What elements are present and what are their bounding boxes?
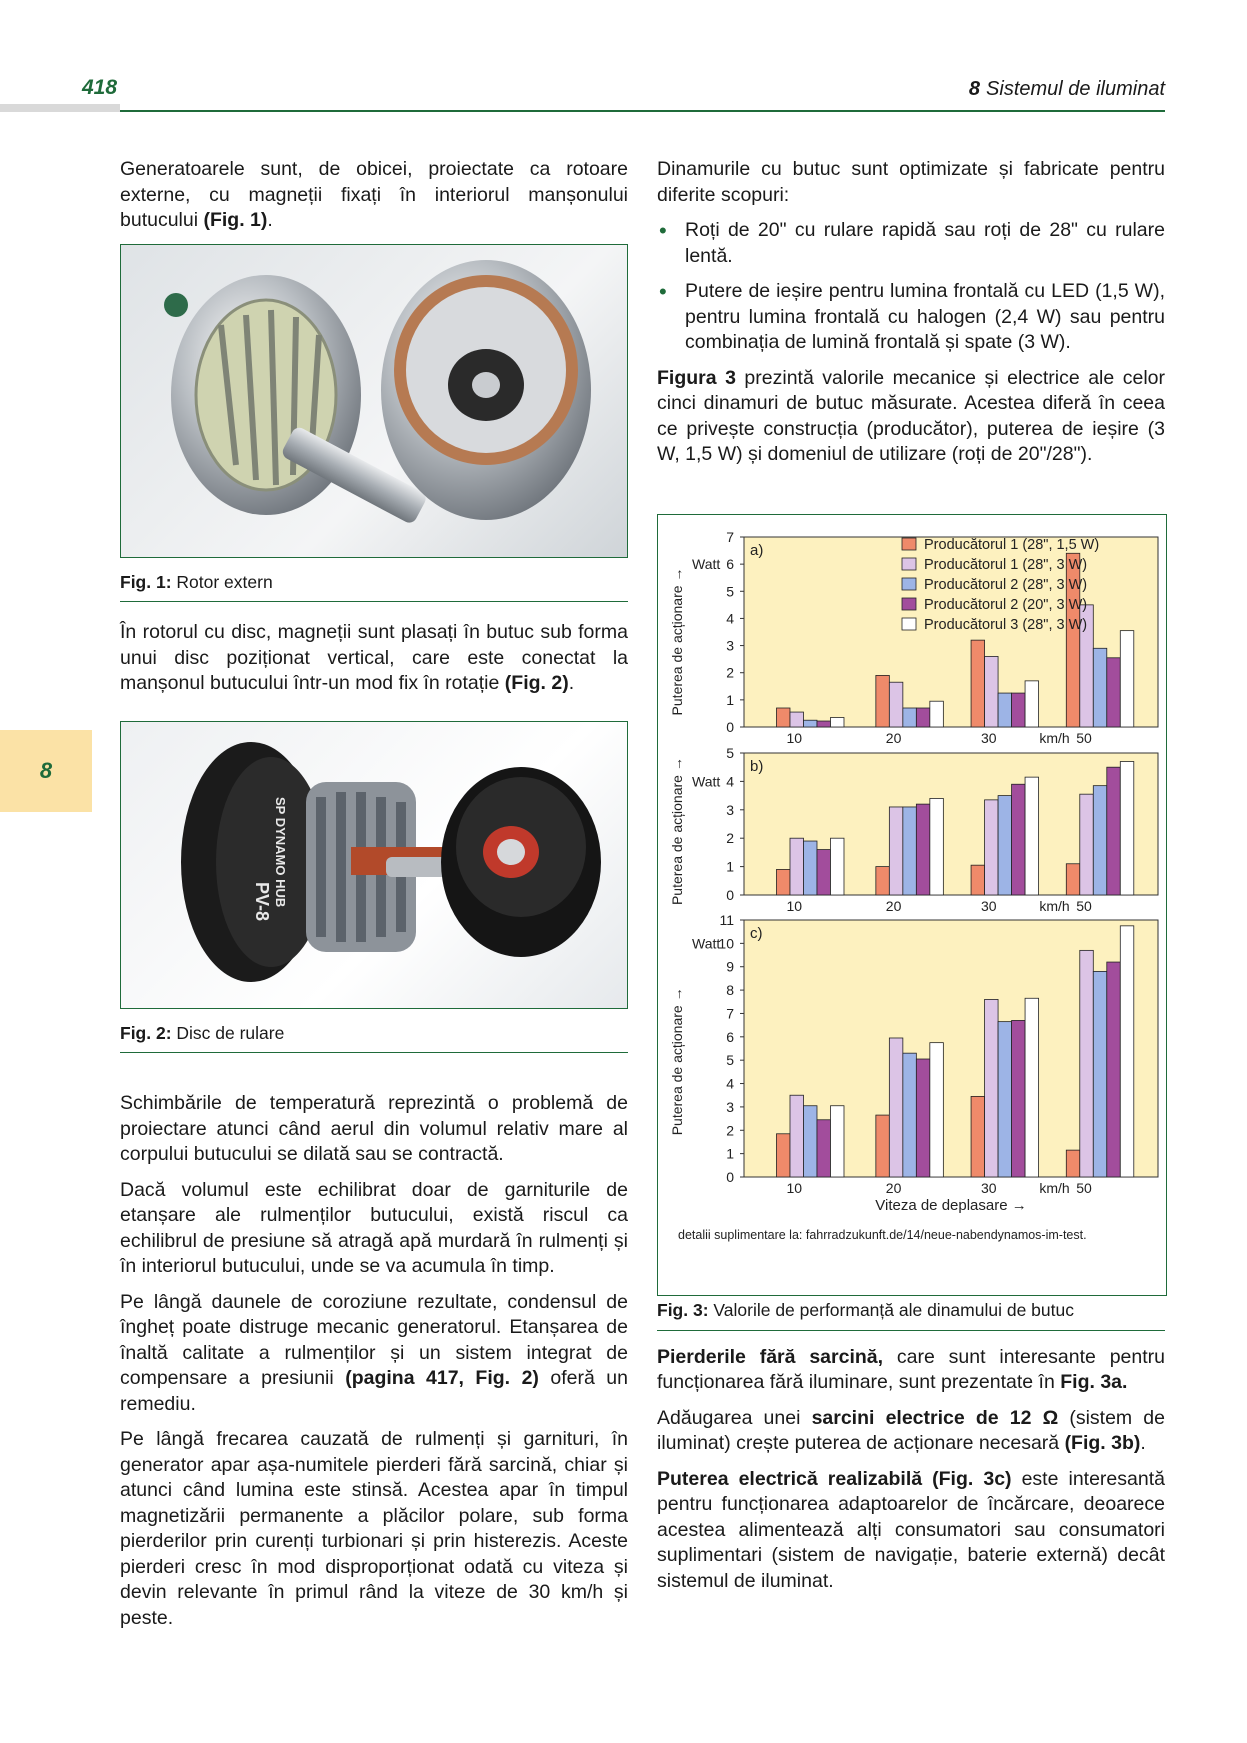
x-tick-label: 10 — [786, 730, 803, 746]
y-axis-label: Puterea de acționare → — [669, 567, 685, 716]
figure-ref: Figura 3 — [657, 366, 736, 389]
y-tick-label: 5 — [726, 1052, 734, 1069]
bar — [971, 640, 985, 727]
figure-ref: (Fig. 2) — [504, 672, 569, 694]
x-tick-label: 50 — [1076, 730, 1092, 746]
bar — [1107, 767, 1121, 895]
bar — [903, 1053, 917, 1177]
figure-ref: (Fig. 1) — [203, 209, 268, 231]
page-ref: (pagina 417, Fig. 2) — [345, 1367, 539, 1389]
panel-label: c) — [750, 925, 763, 942]
y-tick-label: 5 — [726, 583, 734, 600]
bold-text: Puterea electrică realizabilă (Fig. 3c) — [657, 1467, 1012, 1490]
bar — [889, 807, 903, 895]
right-column-bottom — [657, 1298, 1165, 1604]
y-tick-label: 7 — [726, 1005, 734, 1022]
hub-model-text: PV-8 — [252, 881, 272, 921]
legend-swatch — [902, 618, 916, 630]
bar — [803, 1106, 817, 1177]
paragraph-pressure: Dacă volumul este echilibrat doar de garniturile de etanșare ale rulmenților butucului, există riscul ca echilibrul de presiune să atragă apă murdară în rulmenți și în interiorul butucului, unde se va acumula în timp. — [120, 1178, 628, 1277]
bar — [776, 1134, 790, 1177]
bar — [1066, 1150, 1080, 1177]
bar — [1120, 762, 1134, 895]
x-tick-label: 30 — [981, 730, 997, 746]
paragraph-disc-rotor — [120, 620, 628, 697]
y-tick-label: 4 — [726, 610, 734, 627]
page-number: 418 — [82, 76, 118, 99]
y-tick-label: 0 — [726, 1169, 734, 1185]
bar — [1012, 693, 1026, 727]
paragraph-electric-load — [657, 1406, 1165, 1457]
y-tick-label: 3 — [726, 1098, 734, 1115]
panel-label: a) — [750, 542, 764, 559]
paragraph-hub-dynamos: Dinamurile cu butuc sunt optimizate și fabricate pentru diferite scopuri: — [657, 158, 1165, 206]
legend-entry: Producătorul 3 (28", 3 W) — [924, 617, 1088, 633]
y-tick-label: 10 — [718, 935, 734, 952]
chapter-heading — [969, 78, 1165, 101]
bar — [790, 712, 804, 727]
bar — [998, 693, 1012, 727]
header-gray-bar — [0, 104, 120, 112]
legend-swatch — [902, 538, 916, 550]
bold-text: sarcini electrice de 12 Ω — [811, 1406, 1059, 1429]
bar — [776, 708, 790, 727]
x-unit-label: km/h — [1039, 730, 1070, 746]
text: În rotorul cu disc, magneții sunt plasați în butuc sub forma unui disc poziționat vertical, care este conectat la manșonul butucului într-un mod fix în rotație — [120, 621, 628, 694]
text: . — [267, 209, 273, 231]
chart-footnote: detalii suplimentare la: fahrradzukunft.de/14/neue-nabendynamos-im-test. — [678, 1228, 1087, 1242]
bar — [1107, 658, 1121, 727]
x-tick-label: 20 — [885, 1180, 902, 1196]
right-column-top — [657, 157, 1165, 478]
legend-entry: Producătorul 2 (20", 3 W) — [924, 597, 1088, 613]
bar — [903, 708, 917, 727]
figure-3-caption — [657, 1298, 1165, 1331]
x-tick-label: 10 — [786, 1180, 803, 1196]
y-unit-label: Watt — [692, 556, 721, 573]
text: (sistem de iluminat) crește puterea de acționare necesară — [657, 1406, 1165, 1454]
bar — [985, 999, 999, 1177]
text: care sunt interesante pentru funcționarea fără iluminare, sunt prezentate în — [657, 1345, 1165, 1393]
external-rotor-illustration — [121, 245, 628, 557]
bar — [1080, 794, 1094, 895]
bar — [916, 1059, 930, 1177]
bar — [1025, 681, 1039, 727]
bar — [830, 1106, 844, 1177]
hub-brand-text: SP DYNAMO HUB — [273, 796, 288, 907]
y-tick-label: 0 — [726, 887, 734, 903]
figure-3-chart — [657, 514, 1167, 1296]
bar — [985, 656, 999, 727]
paragraph-intro — [120, 157, 628, 234]
y-tick-label: 9 — [726, 958, 734, 975]
caption-text: Rotor extern — [171, 571, 273, 592]
y-unit-label: Watt — [692, 773, 721, 790]
left-column — [120, 157, 628, 1641]
bar — [1093, 971, 1107, 1177]
y-tick-label: 4 — [726, 1075, 734, 1092]
caption-label: Fig. 1: — [120, 571, 172, 592]
bar — [930, 701, 944, 727]
bar — [830, 718, 844, 728]
caption-label: Fig. 3: — [657, 1300, 709, 1320]
bar — [790, 1095, 804, 1177]
green-nut — [164, 293, 188, 317]
paragraph-losses: Pe lângă frecarea cauzată de rulmenți și garnituri, în generator apar așa-numitele pierderi fără sarcină, chiar și atunci când lumina este stinsă. Acestea apar în timpul magnetizării permanente a plăcilor polare, sub forma pierderilor prin curenți turbionari și prin histerezis. Aceste pierderi cresc în mod disproporționat odată cu viteza și devin relevante în primul rând la viteze de 30 km/h și peste. — [120, 1428, 628, 1629]
bar — [971, 1096, 985, 1177]
bar — [1025, 998, 1039, 1177]
paragraph-no-load — [657, 1345, 1165, 1396]
y-tick-label: 5 — [726, 745, 734, 761]
bar — [790, 838, 804, 895]
bar — [1093, 648, 1107, 727]
y-tick-label: 1 — [726, 1145, 734, 1162]
bar — [817, 721, 831, 727]
chapter-number: 8 — [968, 78, 981, 100]
x-tick-label: 20 — [885, 898, 902, 914]
bar — [1066, 864, 1080, 895]
disc-rotor-illustration — [121, 722, 628, 1008]
chapter-side-tab: 8 — [0, 730, 92, 812]
y-unit-label: Watt — [692, 935, 721, 952]
bar — [930, 798, 944, 895]
y-tick-label: 4 — [726, 773, 734, 790]
x-tick-label: 20 — [885, 730, 902, 746]
bar — [1120, 926, 1134, 1177]
bar — [916, 804, 930, 895]
bullet-item: • Roți de 20" cu rulare rapidă sau roți de 28" cu rulare lentă. — [657, 218, 1165, 269]
x-tick-label: 50 — [1076, 898, 1092, 914]
text: Adăugarea unei — [657, 1406, 812, 1429]
bar — [776, 869, 790, 895]
bar — [889, 1038, 903, 1177]
header-rule — [120, 110, 1165, 112]
legend-entry: Producătorul 1 (28", 1,5 W) — [924, 537, 1100, 553]
legend-swatch — [902, 578, 916, 590]
y-axis-label: Puterea de acționare → — [669, 987, 685, 1136]
y-tick-label: 1 — [726, 858, 734, 875]
bar — [817, 850, 831, 895]
y-tick-label: 11 — [719, 912, 734, 928]
bar — [830, 838, 844, 895]
x-unit-label: km/h — [1039, 1180, 1070, 1196]
bar — [1120, 631, 1134, 727]
bar — [1107, 962, 1121, 1177]
legend-entry: Producătorul 2 (28", 3 W) — [924, 577, 1088, 593]
figure-2-caption — [120, 1015, 628, 1054]
y-tick-label: 1 — [726, 691, 734, 708]
bar — [1012, 784, 1026, 895]
text: oferă un remediu. — [120, 1367, 628, 1415]
x-unit-label: km/h — [1039, 898, 1070, 914]
y-tick-label: 6 — [726, 556, 734, 573]
x-tick-label: 30 — [981, 898, 997, 914]
bar — [1093, 786, 1107, 895]
y-tick-label: 2 — [726, 830, 734, 847]
bar — [998, 1022, 1012, 1177]
bar — [817, 1120, 831, 1177]
bar — [1012, 1020, 1026, 1177]
caption-text: Valorile de performanță ale dinamului de butuc — [708, 1300, 1074, 1320]
legend-entry: Producătorul 1 (28", 3 W) — [924, 557, 1088, 573]
text: Generatoarele sunt, de obicei, proiectate ca rotoare externe, cu magneții fixați în interiorul manșonului butucului — [120, 158, 628, 231]
bar — [1025, 777, 1039, 895]
figure-1-photo — [120, 244, 628, 558]
bar — [998, 796, 1012, 895]
y-tick-label: 2 — [726, 664, 734, 681]
y-tick-label: 3 — [726, 637, 734, 654]
paragraph-corrosion — [120, 1290, 628, 1418]
chapter-title: Sistemul de iluminat — [986, 78, 1165, 100]
bar — [916, 708, 930, 727]
caption-text: Disc de rulare — [171, 1022, 285, 1043]
y-tick-label: 0 — [726, 719, 734, 735]
bar — [803, 720, 817, 727]
chart-svg — [658, 515, 1166, 1295]
bullet-item: • Putere de ieșire pentru lumina frontală cu LED (1,5 W), pentru lumina frontală cu halogen (2,4 W) sau pentru combinația de lumină frontală și spate (3 W). — [657, 279, 1165, 356]
figure-2-photo — [120, 721, 628, 1009]
bold-text: Pierderile fără sarcină, — [657, 1345, 884, 1368]
text: este interesantă pentru funcționarea adaptoarelor de încărcare, deoarece acestea alimentează alți consumatori sau consumatori suplimentari (sistem de navigație, baterie externă) decât sistemul de iluminat. — [657, 1467, 1165, 1592]
panel-label: b) — [750, 758, 764, 775]
figure-ref: Fig. 3a. — [1060, 1371, 1128, 1393]
x-tick-label: 10 — [786, 898, 803, 914]
y-tick-label: 2 — [726, 1122, 734, 1139]
paragraph-temperature: Schimbările de temperatură reprezintă o problemă de proiectare atunci când aerul din volumul relativ mare al corpului butucului se dilată sau se contractă. — [120, 1092, 628, 1165]
bar — [1080, 950, 1094, 1177]
bar — [876, 867, 890, 895]
legend-swatch — [902, 558, 916, 570]
text: prezintă valorile mecanice și electrice ale celor cinci dinamuri de butuc măsurate. Acestea diferă în ceea ce privește construcția (producător), puterea de ieșire (3 W, 1,5 W) și domeniul de utilizare (roți de 20"/28"). — [657, 366, 1165, 465]
legend-swatch — [902, 598, 916, 610]
y-tick-label: 3 — [726, 801, 734, 818]
bar — [803, 841, 817, 895]
text: . — [1140, 1432, 1146, 1454]
paragraph-electric-power — [657, 1467, 1165, 1595]
y-tick-label: 8 — [726, 982, 734, 999]
bar — [985, 800, 999, 895]
text: Pe lângă daunele de coroziune rezultate, condensul de îngheț poate distruge mecanic generatorul. Etanșarea de înaltă calitate a rulmenților și un sistem integrat de compensare a presiunii — [120, 1290, 628, 1389]
bar — [903, 807, 917, 895]
x-tick-label: 30 — [981, 1180, 997, 1196]
bar — [889, 682, 903, 727]
x-axis-label: Viteza de deplasare → — [875, 1197, 1027, 1214]
y-tick-label: 6 — [726, 1028, 734, 1045]
bar — [876, 1115, 890, 1177]
y-tick-label: 7 — [726, 529, 734, 545]
bar — [930, 1043, 944, 1177]
figure-1-caption — [120, 564, 628, 603]
figure-ref: (Fig. 3b) — [1064, 1432, 1141, 1454]
bar — [971, 865, 985, 895]
caption-label: Fig. 2: — [120, 1022, 172, 1043]
bullet-list — [657, 218, 1165, 356]
y-axis-label: Puterea de acționare → — [669, 757, 685, 906]
bar — [876, 675, 890, 727]
paragraph-figure3 — [657, 366, 1165, 468]
x-tick-label: 50 — [1076, 1180, 1092, 1196]
text: . — [568, 672, 575, 694]
